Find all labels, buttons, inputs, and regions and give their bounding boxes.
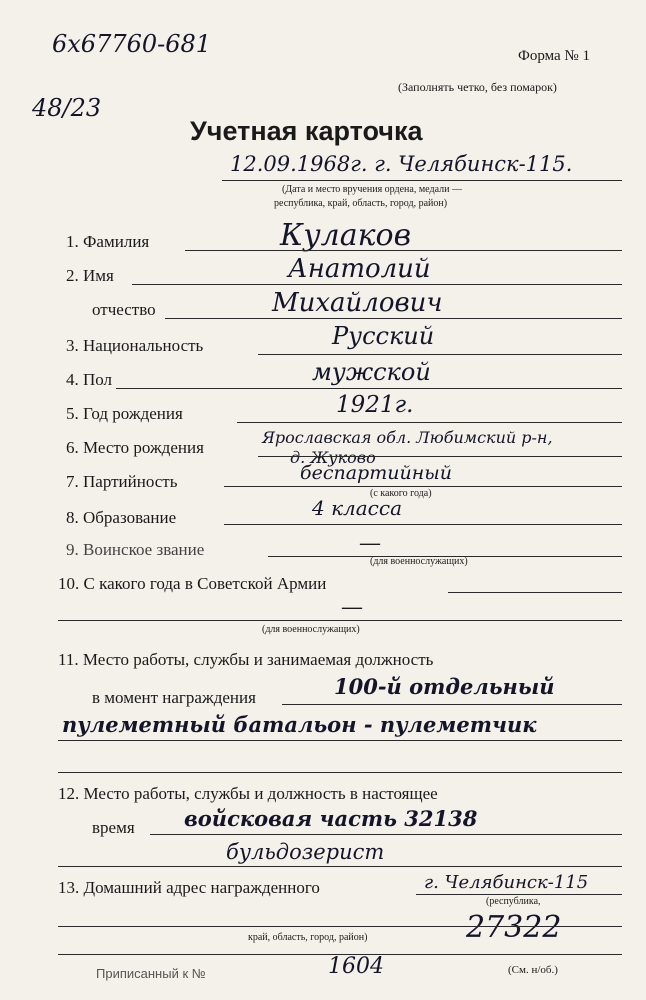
sex-line (116, 388, 622, 389)
name-value: Анатолий (288, 254, 431, 284)
current-work-line-2 (58, 866, 622, 867)
party-value: беспартийный (300, 462, 452, 484)
surname-line (185, 250, 622, 251)
home-address-number: 27322 (466, 910, 562, 945)
home-address-hint-1: (республика, (486, 896, 541, 907)
fill-note: (Заполнять четко, без помарок) (398, 80, 557, 94)
home-address-line-2 (58, 926, 622, 927)
work-at-award-value-1: 100-й отдельный (334, 674, 555, 699)
home-address-line-1 (416, 894, 622, 895)
sex-label: 4. Пол (66, 370, 113, 389)
birth-year-value: 1921г. (336, 392, 414, 418)
name-label: 2. Имя (66, 266, 114, 285)
birthplace-label: 6. Место рождения (66, 438, 204, 457)
home-address-hint-2: край, область, город, район) (248, 932, 368, 943)
birthplace-line (258, 456, 622, 457)
nationality-label: 3. Национальность (66, 336, 204, 355)
surname-label: 1. Фамилия (66, 232, 150, 251)
nationality-value: Русский (332, 322, 435, 350)
footer-label: Приписанный к № (96, 966, 206, 981)
footer-value: 1604 (328, 954, 384, 979)
birth-year-label: 5. Год рождения (66, 404, 183, 423)
army-since-hint: (для военнослужащих) (262, 624, 360, 635)
army-since-line-2 (58, 620, 622, 621)
work-at-award-label-2: в момент награждения (92, 688, 256, 707)
patronymic-label: отчество (92, 300, 156, 319)
birthplace-value-1: Ярославская обл. Любимский р-н, (262, 428, 553, 447)
rank-label: 9. Воинское звание (66, 540, 205, 559)
army-since-value: — (342, 596, 362, 618)
patronymic-value: Михайлович (272, 288, 443, 318)
education-value: 4 класса (312, 496, 403, 520)
birthplace-value-2: д. Жуково (290, 448, 376, 467)
award-info-line (222, 180, 622, 181)
army-since-line-1 (448, 592, 622, 593)
archive-side-number: 48/23 (32, 94, 102, 122)
name-line (132, 284, 622, 285)
current-work-line-1 (150, 834, 622, 835)
party-line (224, 486, 622, 487)
archive-stamp-number: 6x67760-681 (52, 30, 212, 58)
home-address-value: г. Челябинск-115 (424, 872, 589, 893)
surname-value: Кулаков (280, 218, 412, 253)
work-at-award-line-2 (58, 740, 622, 741)
page-title: Учетная карточка (190, 116, 423, 146)
party-label: 7. Партийность (66, 472, 178, 491)
education-line (224, 524, 622, 525)
home-address-label: 13. Домашний адрес награжденного (58, 878, 320, 897)
award-info-hint-1: (Дата и место вручения ордена, медали — (282, 184, 462, 195)
form-number: Форма № 1 (518, 48, 590, 64)
rank-hint: (для военнослужащих) (370, 556, 468, 567)
work-at-award-line-3 (58, 772, 622, 773)
sex-value: мужской (312, 358, 431, 386)
current-work-value-2: бульдозерист (226, 840, 385, 864)
work-at-award-line-1 (282, 704, 622, 705)
work-at-award-value-2: пулеметный батальон - пулеметчик (62, 712, 537, 737)
education-label: 8. Образование (66, 508, 177, 527)
award-info: 12.09.1968г. г. Челябинск-115. (230, 152, 573, 176)
patronymic-line (165, 318, 622, 319)
current-work-value-1: войсковая часть 32138 (184, 806, 478, 831)
footer-note: (См. н/об.) (508, 964, 558, 976)
army-since-label: 10. С какого года в Советской Армии (58, 574, 327, 593)
award-info-hint-2: республика, край, область, город, район) (274, 198, 448, 209)
current-work-label-2: время (92, 818, 135, 837)
work-at-award-label-1: 11. Место работы, службы и занимаемая должность (58, 650, 434, 669)
birth-year-line (237, 422, 622, 423)
party-hint: (с какого года) (370, 488, 432, 499)
current-work-label-1: 12. Место работы, службы и должность в настоящее (58, 784, 438, 803)
rank-value: — (360, 532, 380, 554)
nationality-line (258, 354, 622, 355)
